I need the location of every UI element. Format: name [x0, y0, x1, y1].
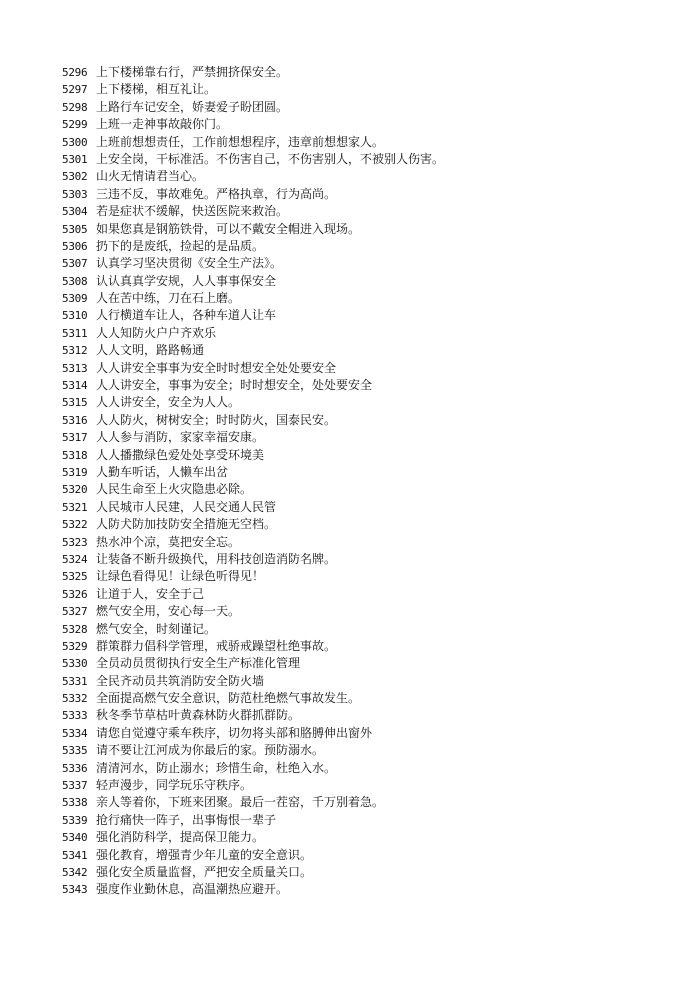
- entry-text: 人人讲安全，安全为人人。: [96, 395, 241, 410]
- list-item: [62, 534, 662, 551]
- list-item: [62, 186, 662, 203]
- entry-number: 5330: [62, 657, 88, 671]
- entry-number: 5328: [62, 622, 88, 636]
- list-item: [62, 429, 662, 446]
- list-item: [62, 829, 662, 846]
- entry-text: 上安全岗，干标准活。不伤害自己，不伤害别人，不被别人伤害。: [96, 151, 445, 166]
- entry-text: 全员动员贯彻执行安全生产标准化管理: [96, 656, 301, 671]
- entry-number: 5308: [62, 274, 88, 288]
- entry-number: 5329: [62, 639, 88, 653]
- list-item: [62, 99, 662, 116]
- entry-text: 强化消防科学，提高保卫能力。: [96, 830, 265, 845]
- entry-number: 5331: [62, 674, 88, 688]
- list-item: [62, 499, 662, 516]
- entry-number: 5339: [62, 813, 88, 827]
- entry-text: 认认真真学安规，人人事事保安全: [96, 273, 277, 288]
- entry-number: 5318: [62, 448, 88, 462]
- entry-text: 人人知防火户户齐欢乐: [96, 325, 217, 340]
- list-item: [62, 307, 662, 324]
- list-item: [62, 255, 662, 272]
- entry-number: 5342: [62, 865, 88, 879]
- list-item: [62, 690, 662, 707]
- entry-text: 人民城市人民建，人民交通人民管: [96, 499, 277, 514]
- list-item: [62, 812, 662, 829]
- entry-number: 5313: [62, 361, 88, 375]
- list-item: [62, 377, 662, 394]
- list-item: [62, 342, 662, 359]
- list-item: [62, 725, 662, 742]
- entry-number: 5337: [62, 779, 88, 793]
- entry-number: 5333: [62, 709, 88, 723]
- entry-number: 5301: [62, 152, 88, 166]
- entry-number: 5334: [62, 726, 88, 740]
- entry-text: 让道于人，安全于己: [96, 586, 205, 601]
- entry-text: 轻声漫步，同学玩乐守秩序。: [96, 778, 253, 793]
- list-item: [62, 847, 662, 864]
- entry-text: 上班一走神事故敲你门。: [96, 117, 229, 132]
- list-item: [62, 464, 662, 481]
- entry-text: 三违不反，事故难免。严格执章，行为高尚。: [96, 186, 337, 201]
- list-item: [62, 325, 662, 342]
- entry-number: 5311: [62, 326, 88, 340]
- list-item: [62, 881, 662, 898]
- list-item: [62, 360, 662, 377]
- slogan-list: [62, 64, 662, 899]
- entry-text: 山火无情请君当心。: [96, 169, 205, 184]
- entry-text: 请不要让江河成为你最后的家。预防溺水。: [96, 743, 325, 758]
- list-item: [62, 777, 662, 794]
- entry-number: 5305: [62, 222, 88, 236]
- entry-number: 5297: [62, 83, 88, 97]
- entry-number: 5300: [62, 135, 88, 149]
- entry-number: 5332: [62, 692, 88, 706]
- entry-text: 上班前想想责任，工作前想想程序，违章前想想家人。: [96, 134, 385, 149]
- entry-number: 5340: [62, 831, 88, 845]
- entry-number: 5326: [62, 587, 88, 601]
- list-item: [62, 290, 662, 307]
- list-item: [62, 516, 662, 533]
- entry-text: 亲人等着你，下班来团聚。最后一茬窑，千万别着急。: [96, 795, 385, 810]
- entry-text: 上下楼梯靠右行，严禁拥挤保安全。: [96, 65, 289, 79]
- entry-text: 人人播撒绿色爱处处享受环境美: [96, 447, 265, 462]
- list-item: [62, 447, 662, 464]
- entry-number: 5320: [62, 483, 88, 497]
- entry-text: 群策群力倡科学管理，戒骄戒躁望杜绝事故。: [96, 638, 337, 653]
- list-item: [62, 116, 662, 133]
- entry-text: 燃气安全用，安心每一天。: [96, 604, 241, 619]
- entry-number: 5327: [62, 605, 88, 619]
- list-item: [62, 64, 662, 81]
- entry-text: 认真学习坚决贯彻《安全生产法》。: [96, 256, 283, 271]
- list-item: [62, 707, 662, 724]
- entry-text: 强度作业勤休息，高温潮热应避开。: [96, 882, 289, 897]
- entry-text: 人人参与消防，家家幸福安康。: [96, 430, 265, 445]
- list-item: [62, 673, 662, 690]
- entry-text: 强化安全质量监督，严把安全质量关口。: [96, 864, 313, 879]
- list-item: [62, 638, 662, 655]
- entry-number: 5307: [62, 257, 88, 271]
- entry-text: 人勤车听话，人懒车出岔: [96, 464, 229, 479]
- entry-text: 上路行车记安全，娇妻爱子盼团圆。: [96, 99, 289, 114]
- entry-text: 热水冲个凉，莫把安全忘。: [96, 534, 241, 549]
- list-item: [62, 481, 662, 498]
- entry-number: 5299: [62, 118, 88, 132]
- entry-number: 5322: [62, 518, 88, 532]
- entry-text: 让装备不断升级换代，用科技创造消防名牌。: [96, 551, 337, 566]
- entry-text: 如果您真是钢筋铁骨，可以不戴安全帽进入现场。: [96, 221, 361, 236]
- entry-number: 5304: [62, 205, 88, 219]
- entry-text: 燃气安全，时刻谨记。: [96, 621, 217, 636]
- entry-text: 秋冬季节草枯叶黄森林防火群抓群防。: [96, 708, 301, 723]
- entry-text: 请您自觉遵守乘车秩序，切勿将头部和胳膊伸出窗外: [96, 725, 373, 740]
- list-item: [62, 864, 662, 881]
- list-item: [62, 221, 662, 238]
- entry-number: 5323: [62, 535, 88, 549]
- entry-text: 让绿色看得见！让绿色听得见！: [96, 569, 265, 584]
- list-item: [62, 273, 662, 290]
- entry-number: 5302: [62, 170, 88, 184]
- entry-text: 人人防火，树树安全；时时防火，国泰民安。: [96, 412, 337, 427]
- list-item: [62, 168, 662, 185]
- list-item: [62, 81, 662, 98]
- entry-text: 人在苦中练，刀在石上磨。: [96, 291, 241, 306]
- list-item: [62, 203, 662, 220]
- list-item: [62, 655, 662, 672]
- list-item: [62, 742, 662, 759]
- entry-number: 5303: [62, 187, 88, 201]
- entry-number: 5335: [62, 744, 88, 758]
- list-item: [62, 586, 662, 603]
- entry-number: 5324: [62, 552, 88, 566]
- entry-text: 人防犬防加技防安全措施无空档。: [96, 517, 277, 532]
- entry-number: 5338: [62, 796, 88, 810]
- entry-number: 5343: [62, 883, 88, 897]
- entry-number: 5312: [62, 344, 88, 358]
- list-item: [62, 760, 662, 777]
- entry-text: 抢行痛快一阵子，出事悔恨一辈子: [96, 812, 277, 827]
- entry-text: 强化教育，增强青少年儿童的安全意识。: [96, 847, 313, 862]
- entry-text: 全民齐动员共筑消防安全防火墙: [96, 673, 265, 688]
- list-item: [62, 394, 662, 411]
- entry-text: 人行横道车让人，各种车道人让车: [96, 308, 277, 323]
- entry-text: 人人讲安全，事事为安全；时时想安全，处处要安全: [96, 378, 373, 393]
- list-item: [62, 603, 662, 620]
- list-item: [62, 134, 662, 151]
- list-item: [62, 621, 662, 638]
- list-item: [62, 412, 662, 429]
- entry-number: 5296: [62, 66, 88, 79]
- entry-number: 5310: [62, 309, 88, 323]
- entry-text: 人民生命至上火灾隐患必除。: [96, 482, 253, 497]
- entry-text: 人人讲安全事事为安全时时想安全处处要安全: [96, 360, 337, 375]
- list-item: [62, 238, 662, 255]
- entry-number: 5321: [62, 500, 88, 514]
- entry-number: 5314: [62, 379, 88, 393]
- entry-number: 5325: [62, 570, 88, 584]
- entry-number: 5309: [62, 292, 88, 306]
- list-item: [62, 794, 662, 811]
- entry-text: 若是症状不缓解，快送医院来救治。: [96, 204, 289, 219]
- entry-number: 5336: [62, 761, 88, 775]
- list-item: [62, 151, 662, 168]
- entry-text: 扔下的是废纸，捡起的是品质。: [96, 238, 265, 253]
- entry-number: 5316: [62, 413, 88, 427]
- entry-text: 人人文明，路路畅通: [96, 343, 205, 358]
- entry-text: 清清河水，防止溺水；珍惜生命，杜绝入水。: [96, 760, 337, 775]
- entry-text: 上下楼梯，相互礼让。: [96, 82, 217, 97]
- list-item: [62, 551, 662, 568]
- entry-number: 5319: [62, 465, 88, 479]
- entry-text: 全面提高燃气安全意识，防范杜绝燃气事故发生。: [96, 691, 361, 706]
- entry-number: 5306: [62, 239, 88, 253]
- entry-number: 5298: [62, 100, 88, 114]
- entry-number: 5341: [62, 848, 88, 862]
- list-item: [62, 568, 662, 585]
- entry-number: 5317: [62, 431, 88, 445]
- entry-number: 5315: [62, 396, 88, 410]
